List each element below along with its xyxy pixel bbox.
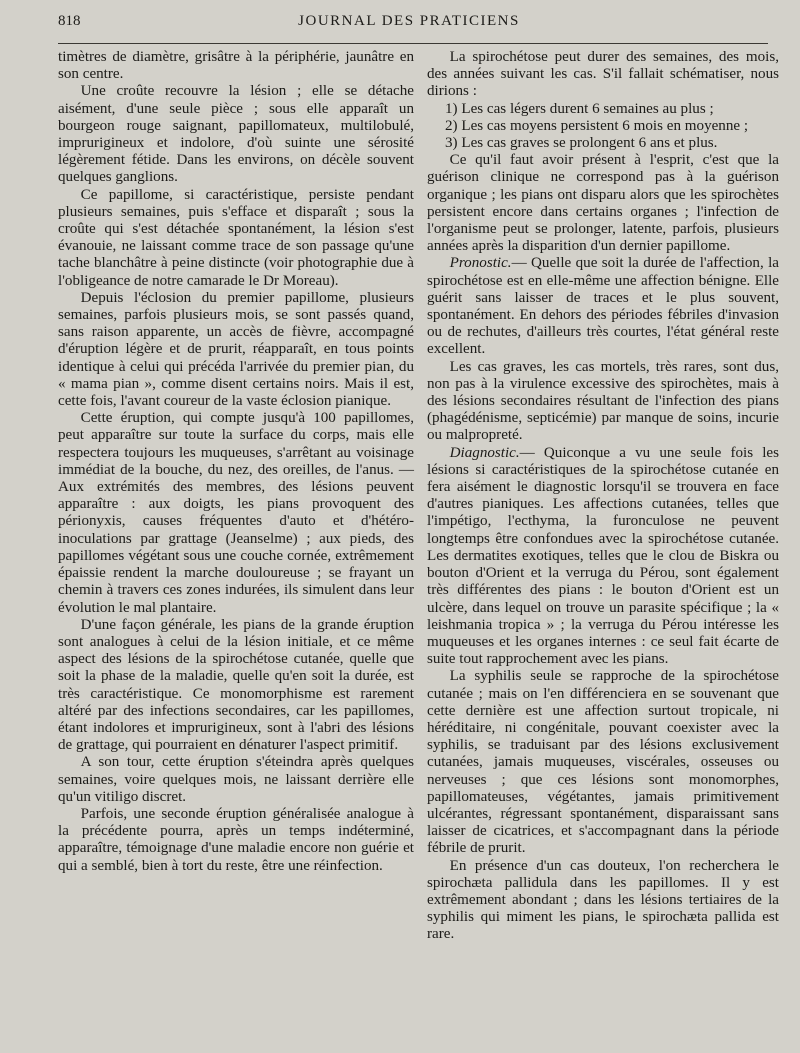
section-text: — Quiconque a vu une seule fois les lésions si caractéristiques de la spirochétose cutanée en fera aisément le diagnostic lorsqu'il se trouvera en face d'autres pianiques. Les affections cutanées, telles que l'impétigo, l'ecthyma, la furonculose ne peuvent longtemps être confondues avec la spirochétose cutanée. Les dermatites exotiques, telles que le clou de Biskra ou bouton d'Orient et la verruga du Pérou, sont également très différentes des pians : le bouton d'Orient est un ulcère, dans lequel on trouve un parasite spécifique ; la « leishmania tropica » ; la verruga du Pérou intéresse les muqueuses et les organes internes : ce seul fait écarte de suite tout rapprochement avec les pians. (427, 444, 779, 668)
running-title: JOURNAL DES PRATICIENS (298, 13, 520, 29)
paragraph: A son tour, cette éruption s'éteindra après quelques semaines, voire quelques mois, ne laissant derrière elle qu'un vitiligo discret. (58, 754, 414, 805)
section-heading: Pronostic. (449, 255, 512, 272)
section-text: — Quelle que soit la durée de l'affection, la spirochétose est en elle-même une affection bénigne. Elle guérit sans laisser de traces et le plus souvent, spontanément. En dehors des périodes fébriles d'invasion ou de rechutes, d'ailleurs très courtes, l'état général reste excellent. (427, 255, 779, 358)
section-diagnostic (427, 445, 779, 669)
list-item: 3) Les cas graves se prolongent 6 ans et plus. (445, 135, 718, 152)
paragraph: Une croûte recouvre la lésion ; elle se détache aisément, d'une seule pièce ; sous elle apparaît un bourgeon rouge saignant, papillomateux, multilobulé, imprurigineux et indolore, d'où suinte une sérosité légèrement fétide. Dans les environs, on décèle souvent quelques ganglions. (58, 83, 414, 186)
paragraph: La spirochétose peut durer des semaines, des mois, des années suivant les cas. S'il fallait schématiser, nous dirions : (427, 49, 779, 100)
section-pronostic (427, 255, 779, 358)
paragraph: Cette éruption, qui compte jusqu'à 100 papillomes, peut apparaître sur toute la surface du corps, mais elle respectera toujours les muqueuses, s'arrêtant au voisinage immédiat de la bouche, du nez, des oreilles, de l'anus. — Aux extrémités des membres, des lésions peuvent apparaître : aux doigts, les pians provoquent des périonyxis, causes fréquentes d'auto et d'hétéro-inoculations par grattage (Jeanselme) ; aux pieds, des papillomes végétant sous une couche cornée, extrêmement épaissie rendent la marche douloureuse ; se frayant un chemin à travers ces zones indurées, ils simulent dans leur évolution le mal plantaire. (58, 410, 414, 616)
list-item: 1) Les cas légers durent 6 semaines au plus ; (445, 100, 714, 117)
paragraph: Ce qu'il faut avoir présent à l'esprit, c'est que la guérison clinique ne correspond pas à la guérison organique ; les pians ont disparu alors que les spirochètes persistent encore dans certains organes ; l'infection de l'organisme peut se prolonger, latente, parfois, plusieurs années après la disparition d'un dernier papillome. (427, 152, 779, 255)
paragraph: timètres de diamètre, grisâtre à la périphérie, jaunâtre en son centre. (58, 49, 414, 83)
left-column (58, 49, 414, 875)
paragraph: Parfois, une seconde éruption généralisée analogue à la précédente pourra, après un temps indéterminé, apparaître, témoignage d'une maladie encore non guérie et qui a semblé, bien à tort du reste, être une réinfection. (58, 805, 414, 874)
paragraph: En présence d'un cas douteux, l'on recherchera le spirochæta pallidula dans les papillomes. Il y est extrêmement abondant ; dans les lésions tertiaires de la syphilis qui miment les pians, le spirochæta pallida est rare. (427, 857, 779, 943)
page-header (58, 13, 760, 35)
paragraph: La syphilis seule se rapproche de la spirochétose cutanée ; mais on l'en différenciera en se souvenant que cette dernière est une affection surtout tropicale, ni héréditaire, ni congénitale, pouvant coexister avec la syphilis, se traduisant par des lésions exclusivement cutanées, jamais muqueuses, viscérales, osseuses ou nerveuses ; que ces lésions sont monomorphes, papillomateuses, végétantes, jamais primitivement ulcérantes, régressant spontanément, disparaissant sans laisser de cicatrices, et s'accompagnant dans la période fébrile de prurit. (427, 668, 779, 857)
paragraph: D'une façon générale, les pians de la grande éruption sont analogues à celui de la lésion initiale, et ce même aspect des lésions de la spirochétose cutanée, quelle que soit la phase de la maladie, quelle qu'en soit la durée, est très caractéristique. Ce monomorphisme est rarement altéré par des infections secondaires, car les papillomes, étant indolores et imprurigineux, sont à l'abri des lésions de grattage, qui pourraient en dénaturer l'aspect primitif. (58, 616, 414, 754)
right-column (427, 49, 779, 944)
paragraph: Ce papillome, si caractéristique, persiste pendant plusieurs semaines, puis s'efface et disparaît ; sous la croûte qui s'est détachée spontanément, la lésion s'est évanouie, ne laissant comme trace de son passage qu'une tache blanchâtre à peine distincte (voir photographie due à l'obligeance de notre camarade le Dr Moreau). (58, 186, 414, 289)
section-heading: Diagnostic. (449, 444, 520, 461)
paragraph: Les cas graves, les cas mortels, très rares, sont dus, non pas à la virulence excessive des spirochètes, mais à des lésions secondaires résultant de l'infection des pians (phagédénisme, septicémie) par manque de soins, incurie ou malpropreté. (427, 358, 779, 444)
paragraph: Depuis l'éclosion du premier papillome, plusieurs semaines, parfois plusieurs mois, se sont passés quand, sans raison apparente, un accès de fièvre, accompagné d'éruption légère et de prurit, réapparaît, en tous points identique à celui qui précéda l'arrivée du premier pian, du « mama pian », comme disent certains noirs. Mais il est, cette fois, l'avant coureur de la vaste éclosion pianique. (58, 289, 414, 410)
page-number: 818 (58, 13, 81, 29)
header-rule (58, 43, 768, 44)
list-item: 2) Les cas moyens persistent 6 mois en moyenne ; (445, 117, 749, 134)
